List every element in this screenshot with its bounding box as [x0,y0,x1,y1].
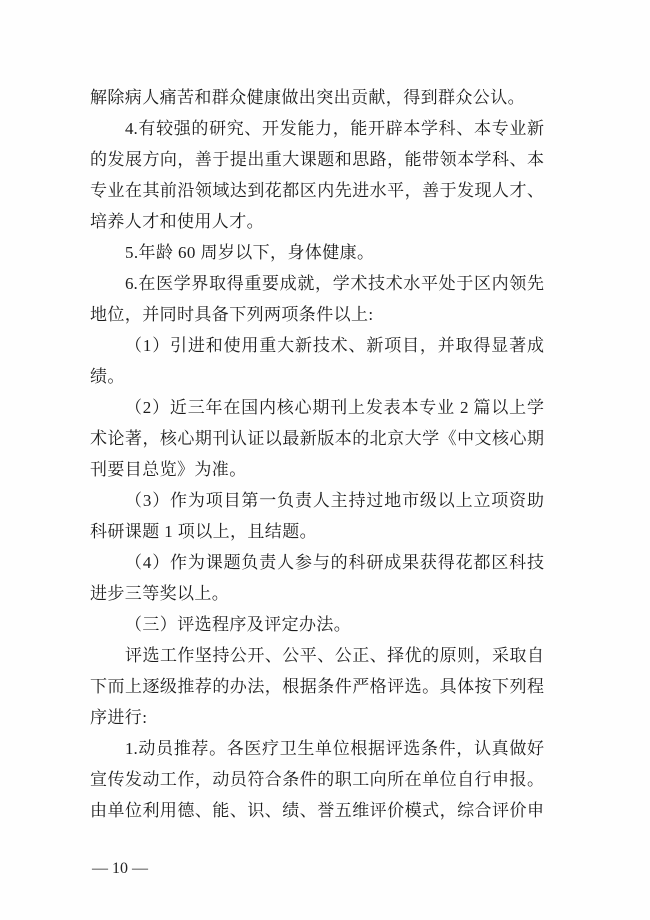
text-line: 培养人才和使用人才。 [90,212,264,231]
text-line: 由单位利用德、能、识、绩、誉五维评价模式，综合评价申 [90,801,544,820]
paragraph-selection-principle [90,640,544,733]
text-line: （4）作为课题负责人参与的科研成果获得花都区科技 [125,553,544,572]
paragraph-subitem-3 [90,485,544,547]
paragraph-subitem-1 [90,330,544,392]
text-line: （2）近三年在国内核心期刊上发表本专业 2 篇以上学 [125,398,544,417]
text-line: 6.在医学界取得重要成就，学术技术水平处于区内领先 [125,274,544,293]
text-line: 下而上逐级推荐的办法，根据条件严格评选。具体按下列程 [90,677,544,696]
text-line: 术论著，核心期刊认证以最新版本的北京大学《中文核心期 [90,429,544,448]
paragraph-criterion-6 [90,268,544,330]
paragraph-subitem-2 [90,392,544,485]
text-line: 序进行: [90,708,148,727]
text-line: 5.年龄 60 周岁以下，身体健康。 [125,243,375,262]
text-line: 宣传发动工作，动员符合条件的职工向所在单位自行申报。 [90,770,544,789]
text-line: 1.动员推荐。各医疗卫生单位根据评选条件，认真做好 [125,739,544,758]
paragraph-step-1 [90,733,544,826]
text-line: 评选工作坚持公开、公平、公正、择优的原则，采取自 [125,646,544,665]
paragraph-continuation [90,82,544,113]
text-line: 绩。 [90,367,125,386]
section-heading-procedure [90,609,544,640]
text-line: 地位，并同时具备下列两项条件以上: [90,305,374,324]
text-line: 解除病人痛苦和群众健康做出突出贡献，得到群众公认。 [90,88,525,107]
text-line: 刊要目总览》为准。 [90,460,247,479]
paragraph-criterion-4 [90,113,544,237]
text-line: 4.有较强的研究、开发能力，能开辟本学科、本专业新 [125,119,544,138]
text-line: 科研课题 1 项以上，且结题。 [90,522,317,541]
section-heading: （三）评选程序及评定办法。 [125,615,352,634]
text-line: （1）引进和使用重大新技术、新项目，并取得显著成 [125,336,544,355]
text-line: （3）作为项目第一负责人主持过地市级以上立项资助 [125,491,544,510]
text-line: 专业在其前沿领域达到花都区内先进水平，善于发现人才、 [90,181,544,200]
text-line: 的发展方向，善于提出重大课题和思路，能带领本学科、本 [90,150,544,169]
paragraph-subitem-4 [90,547,544,609]
document-body [90,82,544,826]
paragraph-criterion-5 [90,237,544,268]
page-number: — 10 — [92,860,148,877]
text-line: 进步三等奖以上。 [90,584,230,603]
